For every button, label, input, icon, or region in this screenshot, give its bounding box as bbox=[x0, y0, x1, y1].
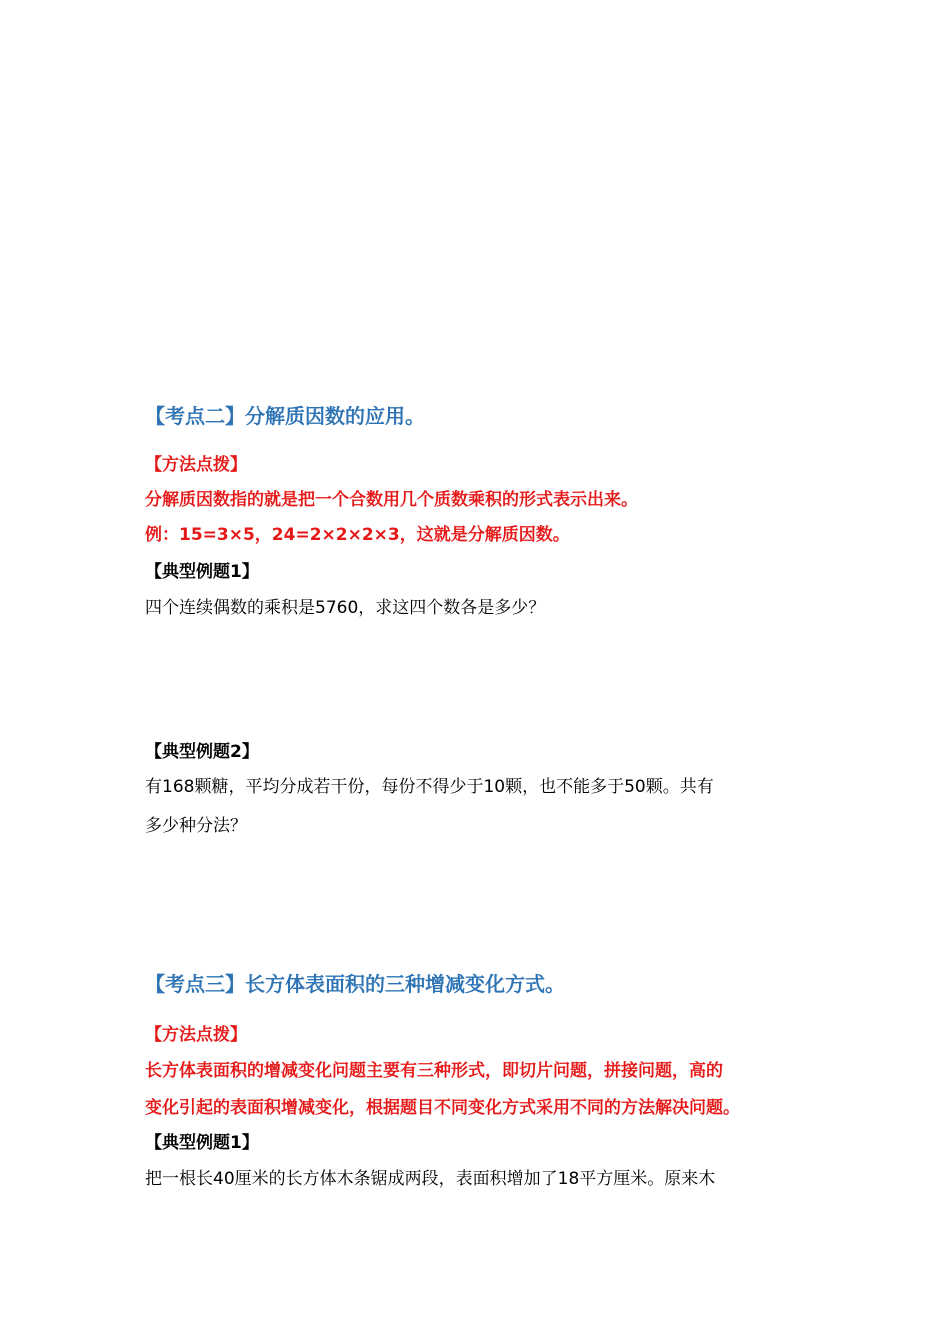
method-tip-line: 变化引起的表面积增减变化，根据题目不同变化方式采用不同的方法解决问题。 bbox=[145, 1098, 740, 1118]
section-title-kaodian-3: 【考点三】长方体表面积的三种增减变化方式。 bbox=[145, 972, 565, 996]
method-tip-label: 【方法点拨】 bbox=[145, 1025, 247, 1045]
example-problem-2-line: 有168颗糖，平均分成若干份，每份不得少于10颗，也不能多于50颗。共有 bbox=[145, 777, 714, 797]
section-title-kaodian-2: 【考点二】分解质因数的应用。 bbox=[145, 404, 425, 428]
example-label-1: 【典型例题1】 bbox=[145, 562, 259, 582]
method-tip-line: 分解质因数指的就是把一个合数用几个质数乘积的形式表示出来。 bbox=[145, 490, 638, 510]
method-tip-example-line: 例：15=3×5，24=2×2×2×3，这就是分解质因数。 bbox=[145, 525, 570, 545]
example-problem-2-line: 多少种分法？ bbox=[145, 816, 247, 836]
example-problem-1: 把一根长40厘米的长方体木条锯成两段，表面积增加了18平方厘米。原来木 bbox=[145, 1169, 716, 1189]
method-tip-line: 长方体表面积的增减变化问题主要有三种形式，即切片问题，拼接问题，高的 bbox=[145, 1061, 723, 1081]
example-problem-1: 四个连续偶数的乘积是5760，求这四个数各是多少？ bbox=[145, 598, 546, 618]
example-label-2: 【典型例题2】 bbox=[145, 742, 259, 762]
example-label-1: 【典型例题1】 bbox=[145, 1133, 259, 1153]
method-tip-label: 【方法点拨】 bbox=[145, 455, 247, 475]
